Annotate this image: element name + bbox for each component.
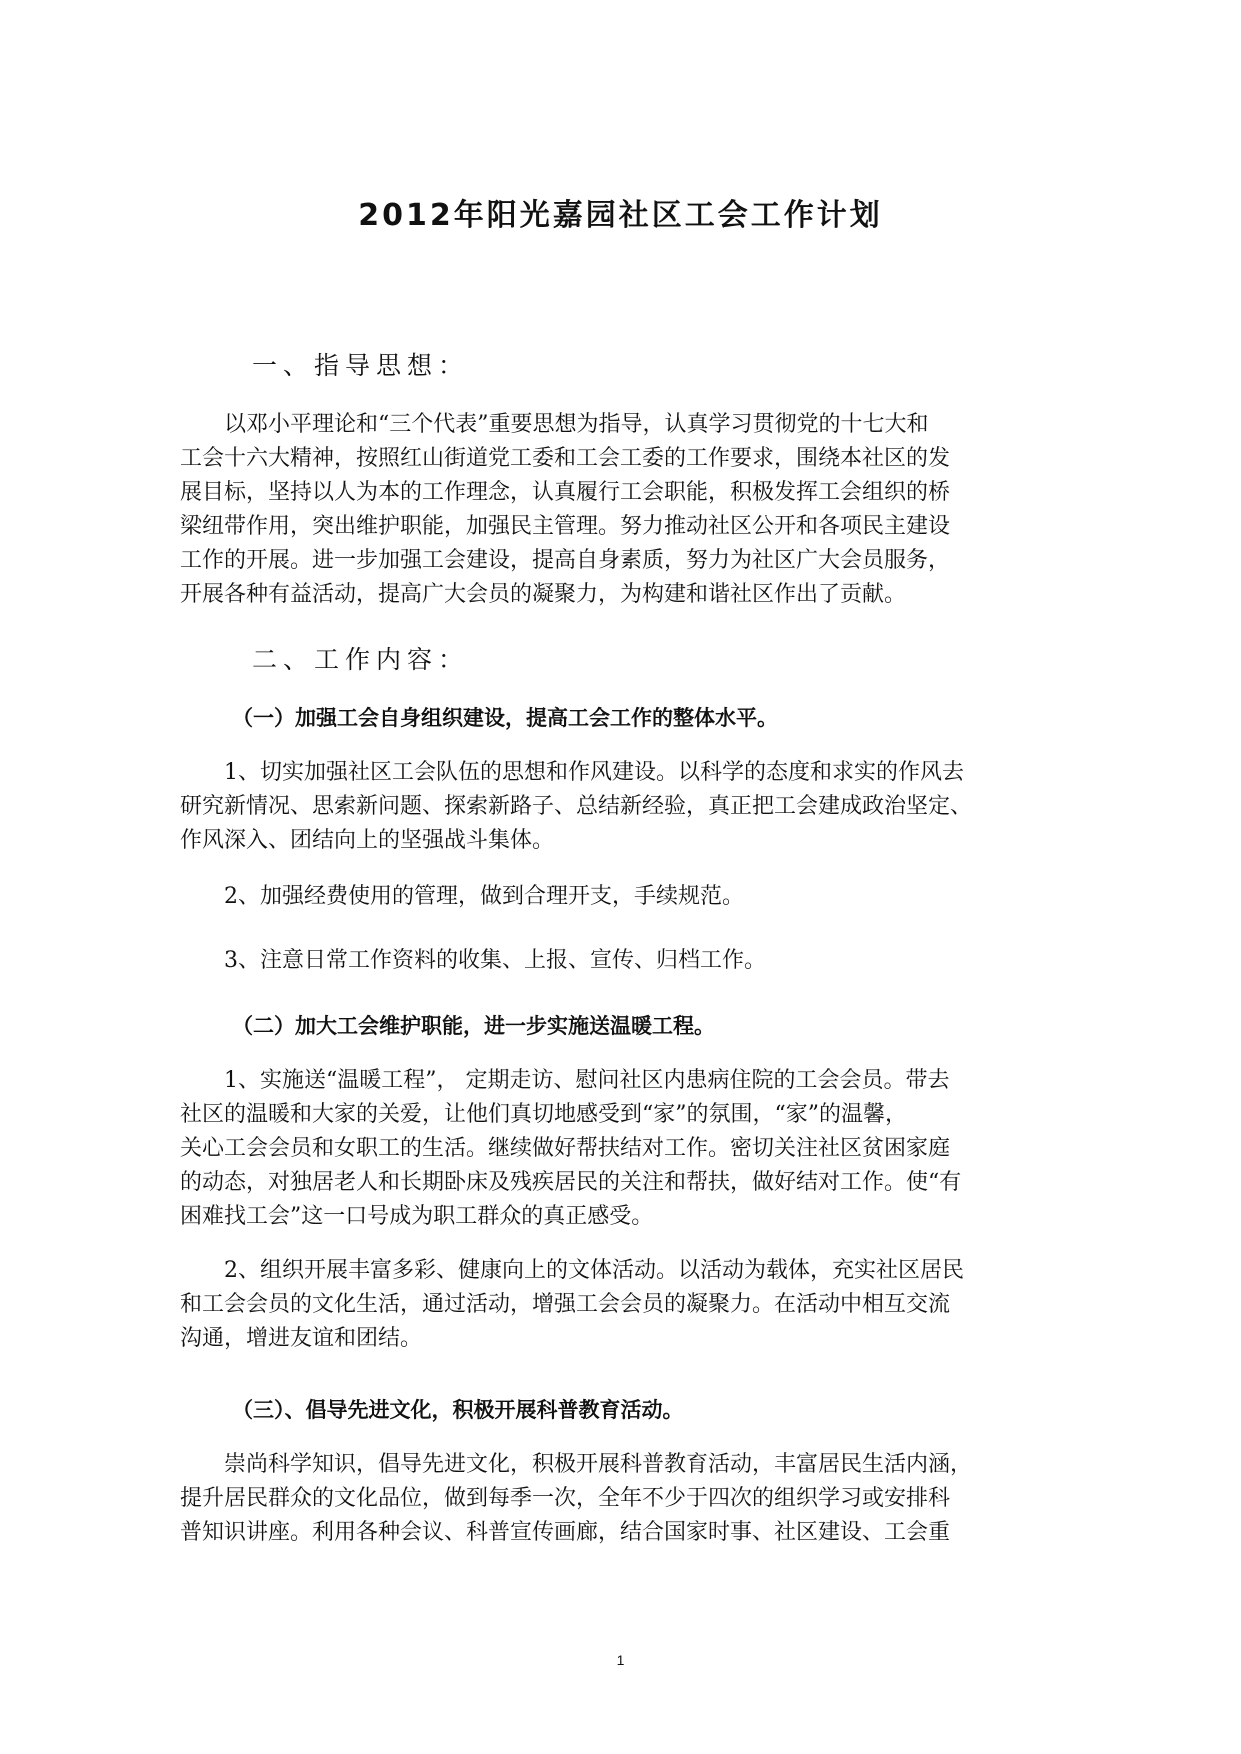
subsection-heading-2: （二）加大工会维护职能，进一步实施送温暖工程。 — [232, 1014, 715, 1038]
text-line: 以邓小平理论和“三个代表”重要思想为指导，认真学习贯彻党的十七大和 — [224, 412, 929, 437]
text-line: 3、注意日常工作资料的收集、上报、宣传、归档工作。 — [224, 948, 766, 973]
paragraph-sub2-item2 — [180, 1254, 1060, 1356]
paragraph-guiding-ideology — [180, 408, 1060, 612]
page-number: 1 — [616, 1652, 625, 1668]
text-line: 研究新情况、思索新问题、探索新路子、总结新经验，真正把工会建成政治坚定、 — [180, 794, 973, 819]
section-heading-work-content: 二、工作内容： — [252, 645, 470, 674]
text-line: 关心工会会员和女职工的生活。继续做好帮扶结对工作。密切关注社区贫困家庭 — [180, 1136, 951, 1161]
paragraph-sub1-item2 — [180, 880, 1060, 914]
document-title: 2012年阳光嘉园社区工会工作计划 — [358, 198, 883, 233]
text-line: 2、组织开展丰富多彩、健康向上的文体活动。以活动为载体，充实社区居民 — [224, 1258, 964, 1283]
paragraph-sub1-item1 — [180, 756, 1060, 858]
text-line: 和工会会员的文化生活，通过活动，增强工会会员的凝聚力。在活动中相互交流 — [180, 1292, 951, 1317]
section-heading-guiding-ideology: 一、指导思想： — [252, 351, 470, 380]
text-line: 开展各种有益活动，提高广大会员的凝聚力，为构建和谐社区作出了贡献。 — [180, 582, 907, 607]
text-line: 普知识讲座。利用各种会议、科普宣传画廊，结合国家时事、社区建设、工会重 — [180, 1520, 951, 1545]
paragraph-sub3 — [180, 1448, 1060, 1550]
subsection-heading-1: （一）加强工会自身组织建设，提高工会工作的整体水平。 — [232, 706, 778, 730]
text-line: 崇尚科学知识，倡导先进文化，积极开展科普教育活动，丰富居民生活内涵， — [224, 1452, 973, 1477]
text-line: 展目标，坚持以人为本的工作理念，认真履行工会职能，积极发挥工会组织的桥 — [180, 480, 951, 505]
text-line: 1、实施送“温暖工程”， 定期走访、慰问社区内患病住院的工会会员。带去 — [224, 1068, 950, 1093]
text-line: 工会十六大精神，按照红山街道党工委和工会工委的工作要求，围绕本社区的发 — [180, 446, 951, 471]
paragraph-sub1-item3 — [180, 944, 1060, 978]
text-line: 社区的温暖和大家的关爱，让他们真切地感受到“家”的氛围，“家”的温馨， — [180, 1102, 907, 1127]
text-line: 沟通，增进友谊和团结。 — [180, 1326, 423, 1351]
text-line: 工作的开展。进一步加强工会建设，提高自身素质，努力为社区广大会员服务， — [180, 548, 951, 573]
paragraph-sub2-item1 — [180, 1064, 1060, 1234]
text-line: 困难找工会”这一口号成为职工群众的真正感受。 — [180, 1204, 654, 1229]
text-line: 作风深入、团结向上的坚强战斗集体。 — [180, 828, 555, 853]
text-line: 的动态，对独居老人和长期卧床及残疾居民的关注和帮扶，做好结对工作。使“有 — [180, 1170, 962, 1195]
text-line: 1、切实加强社区工会队伍的思想和作风建设。以科学的态度和求实的作风去 — [224, 760, 964, 785]
text-line: 2、加强经费使用的管理，做到合理开支，手续规范。 — [224, 884, 744, 909]
text-line: 梁纽带作用，突出维护职能，加强民主管理。努力推动社区公开和各项民主建设 — [180, 514, 951, 539]
subsection-heading-3: （三）、倡导先进文化，积极开展科普教育活动。 — [232, 1398, 684, 1422]
text-line: 提升居民群众的文化品位，做到每季一次，全年不少于四次的组织学习或安排科 — [180, 1486, 951, 1511]
